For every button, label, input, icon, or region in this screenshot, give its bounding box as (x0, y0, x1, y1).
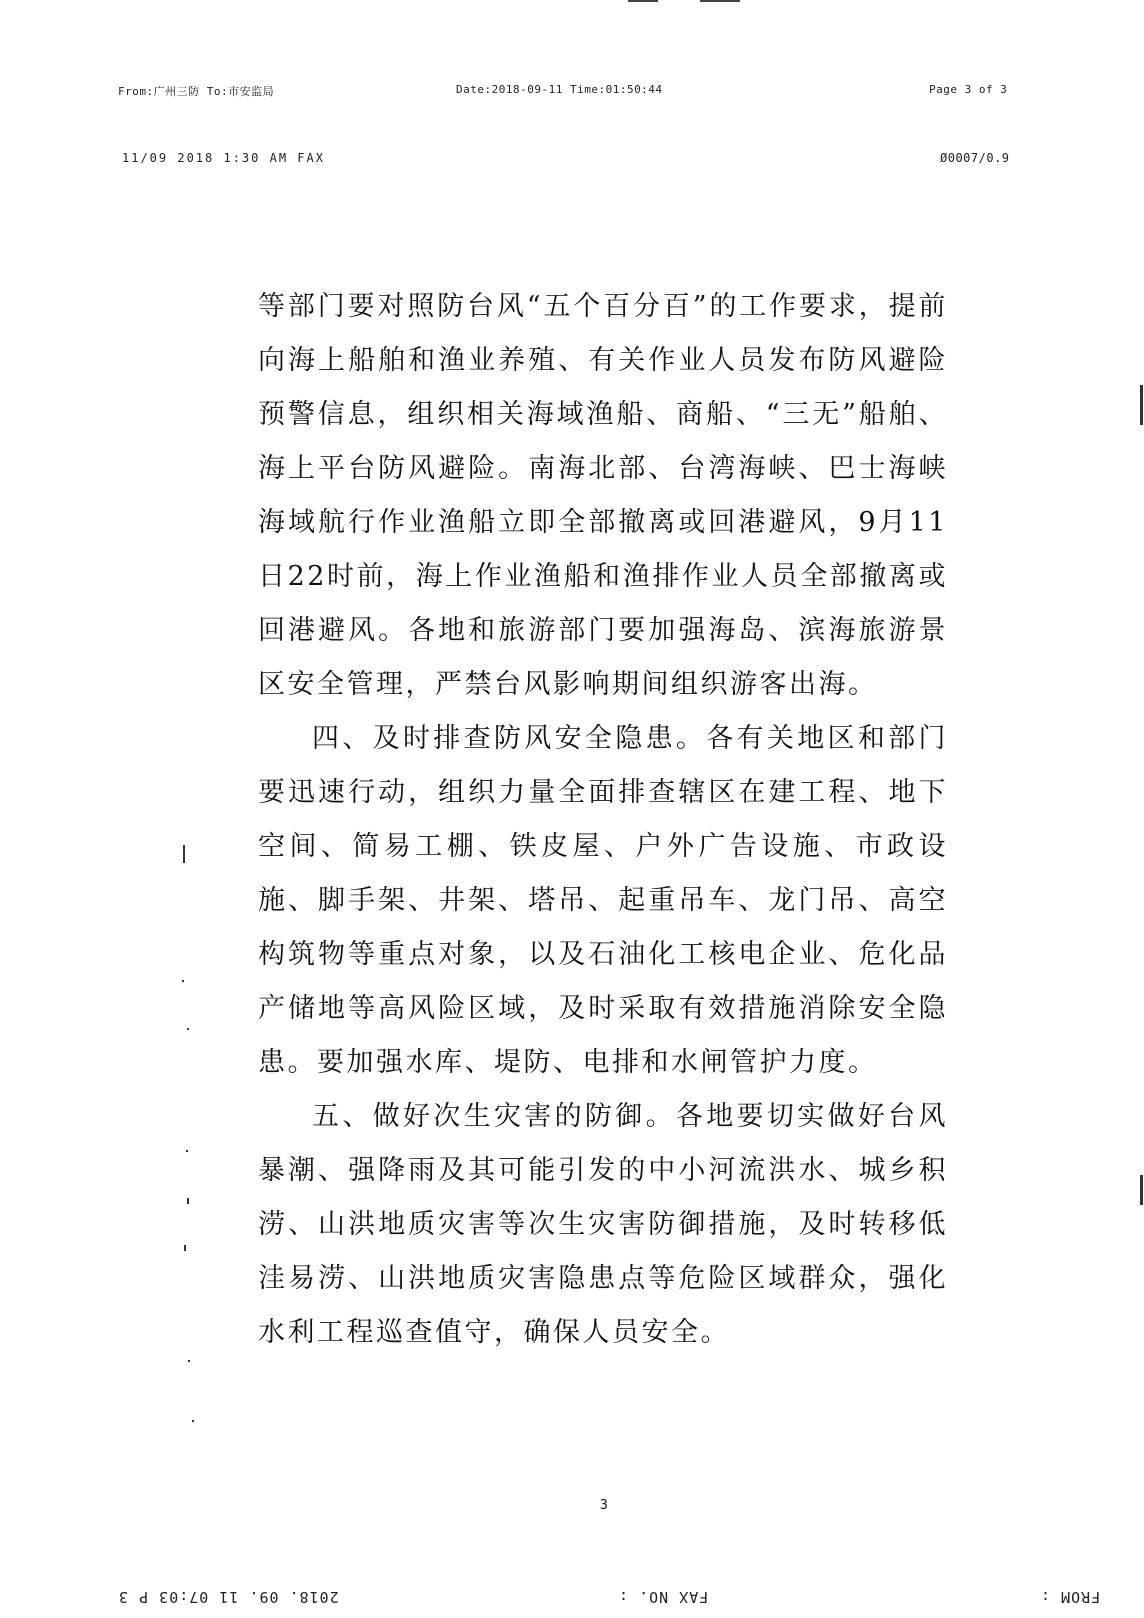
scan-artifact (188, 1360, 190, 1362)
fax-code: Ø0007/0.9 (940, 151, 1010, 165)
footer-flipped-datetime: 2018. 09. 11 07:03 P 3 (118, 1588, 339, 1606)
scan-artifact (192, 1420, 194, 1422)
footer-flipped-fax-no: FAX NO. : (618, 1588, 709, 1606)
scan-artifact (184, 1245, 186, 1251)
page-number: 3 (600, 1498, 608, 1513)
scan-artifact (628, 0, 658, 2)
scan-artifact (1140, 385, 1143, 425)
scan-artifact (186, 1150, 188, 1152)
footer-flipped-from: FROM : (1040, 1588, 1101, 1606)
paragraph (258, 712, 948, 1090)
fax-header-from-to: From:广州三防 To:市安监局 (118, 85, 275, 98)
document-body (258, 280, 948, 1360)
paragraph (258, 1090, 948, 1360)
paragraph: 等部门要对照防台风“五个百分百”的工作要求，提前向海上船舶和渔业养殖、有关作业人员发布防风避险预警信息，组织相关海域渔船、商船、“三无”船舶、海上平台防风避险。南海北部、台湾海峡、巴士海峡海域航行作业渔船立即全部撤离或回港避风，9月11日22时前，海上作业渔船和渔排作业人员全部撤离或回港避风。各地和旅游部门要加强海岛、滨海旅游景区安全管理，严禁台风影响期间组织游客出海。 (258, 291, 948, 700)
fax-header-datetime: Date:2018-09-11 Time:01:50:44 (456, 83, 663, 96)
section-text: 各地要切实做好台风暴潮、强降雨及其可能引发的中小河流洪水、城乡积涝、山洪地质灾害等次生灾害防御措施，及时转移低洼易涝、山洪地质灾害隐患点等危险区域群众，强化水利工程巡查值守，确保人员安全。 (258, 1101, 949, 1348)
fax-header-page: Page 3 of 3 (929, 83, 1008, 96)
fax-received-stamp: 11/09 2018 1:30 AM FAX (122, 151, 325, 165)
section-heading: 五、做好次生灾害的防御。 (312, 1101, 676, 1132)
scan-artifact (183, 845, 185, 863)
scan-artifact (1140, 1175, 1143, 1205)
scan-artifact (187, 1198, 189, 1204)
section-heading: 四、及时排查防风安全隐患。 (312, 723, 707, 754)
scan-artifact (182, 980, 184, 982)
section-text: 各有关地区和部门要迅速行动，组织力量全面排查辖区在建工程、地下空间、简易工棚、铁皮屋、户外广告设施、市政设施、脚手架、井架、塔吊、起重吊车、龙门吊、高空构筑物等重点对象，以及石油化工核电企业、危化品产储地等高风险区域，及时采取有效措施消除安全隐患。要加强水库、堤防、电排和水闸管护力度。 (258, 723, 949, 1078)
scan-artifact (187, 1028, 189, 1030)
scan-artifact (700, 0, 740, 2)
